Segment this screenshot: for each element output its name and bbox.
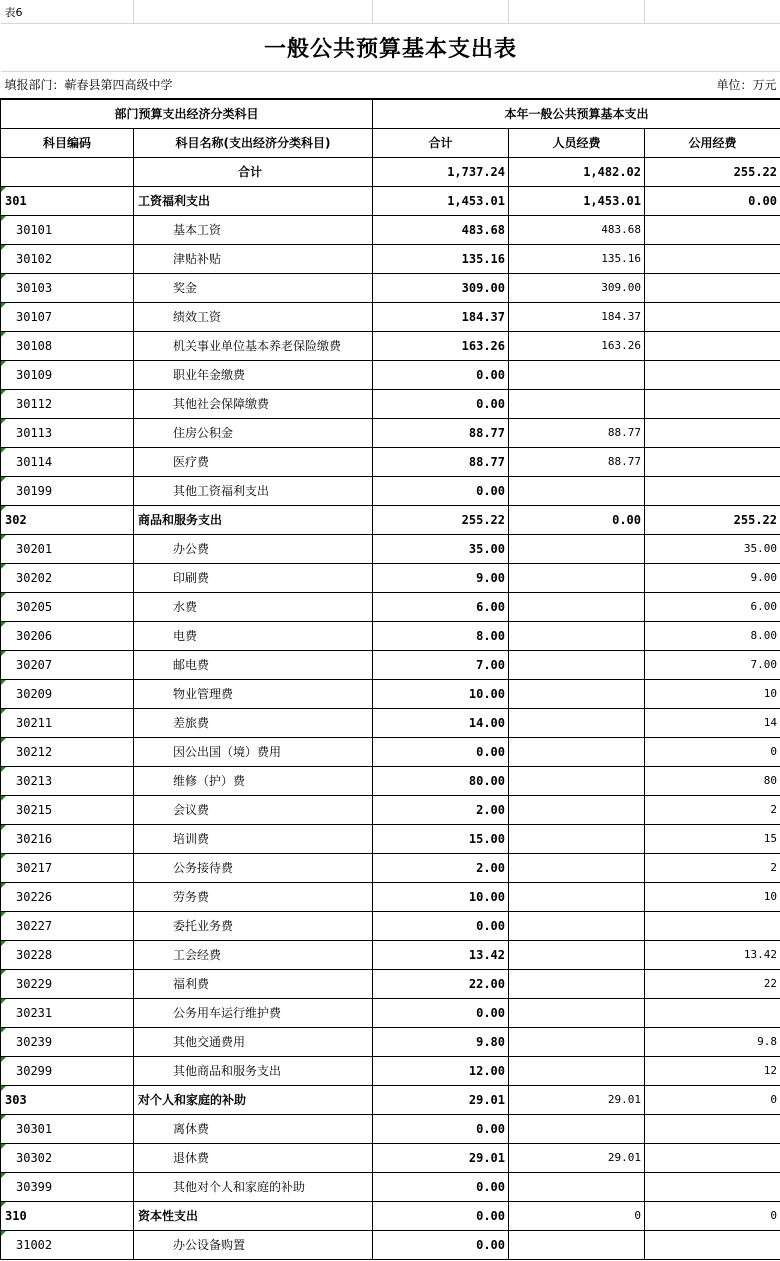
cell-personnel[interactable]: 163.26	[509, 331, 645, 360]
table-row	[1, 766, 780, 795]
cell-total[interactable]: 29.01	[373, 1143, 509, 1172]
table-row	[1, 447, 780, 476]
table-row	[1, 186, 780, 215]
cell-public[interactable]: 2	[645, 853, 780, 882]
cell-code[interactable]: 30302	[1, 1143, 134, 1172]
cell-public[interactable]	[645, 1230, 780, 1259]
header-total[interactable]: 合计	[373, 128, 509, 157]
cell-public[interactable]: 9.00	[645, 563, 780, 592]
cell-code[interactable]: 30211	[1, 708, 134, 737]
table-row	[1, 592, 780, 621]
cell-code[interactable]: 30215	[1, 795, 134, 824]
cell-name[interactable]: 差旅费	[134, 708, 373, 737]
cell-name[interactable]: 合计	[134, 157, 373, 186]
cell-total[interactable]: 13.42	[373, 940, 509, 969]
table-row	[1, 911, 780, 940]
cell-name[interactable]: 公务用车运行维护费	[134, 998, 373, 1027]
cell-name[interactable]: 基本工资	[134, 215, 373, 244]
sheet-tag[interactable]: 表6	[1, 0, 134, 23]
cell-total[interactable]: 9.00	[373, 563, 509, 592]
cell-total[interactable]: 8.00	[373, 621, 509, 650]
table-row	[1, 1230, 780, 1259]
header-group-right[interactable]: 本年一般公共预算基本支出	[373, 99, 780, 128]
cell-public[interactable]	[645, 1172, 780, 1201]
cell-name[interactable]: 资本性支出	[134, 1201, 373, 1230]
unit-label[interactable]: 单位：万元	[645, 71, 780, 99]
cell-total[interactable]: 12.00	[373, 1056, 509, 1085]
cell-personnel[interactable]: 483.68	[509, 215, 645, 244]
cell-personnel[interactable]: 309.00	[509, 273, 645, 302]
empty-cell[interactable]	[373, 0, 509, 23]
cell-personnel[interactable]	[509, 621, 645, 650]
cell-code[interactable]: 30213	[1, 766, 134, 795]
page-title[interactable]: 一般公共预算基本支出表	[1, 23, 780, 71]
cell-code[interactable]: 30207	[1, 650, 134, 679]
table-row	[1, 824, 780, 853]
cell-name[interactable]: 医疗费	[134, 447, 373, 476]
cell-code[interactable]: 30107	[1, 302, 134, 331]
cell-name[interactable]: 工会经费	[134, 940, 373, 969]
cell-public[interactable]	[645, 302, 780, 331]
table-row	[1, 1056, 780, 1085]
cell-public[interactable]: 10	[645, 882, 780, 911]
title-row	[1, 23, 780, 71]
cell-code[interactable]: 30109	[1, 360, 134, 389]
cell-name[interactable]: 其他社会保障缴费	[134, 389, 373, 418]
cell-personnel[interactable]	[509, 563, 645, 592]
cell-name[interactable]: 办公设备购置	[134, 1230, 373, 1259]
cell-code[interactable]: 30239	[1, 1027, 134, 1056]
cell-code[interactable]: 30206	[1, 621, 134, 650]
cell-code[interactable]: 30112	[1, 389, 134, 418]
cell-public[interactable]	[645, 447, 780, 476]
table-body	[1, 157, 780, 1259]
table-row	[1, 1114, 780, 1143]
cell-name[interactable]: 退休费	[134, 1143, 373, 1172]
table-row	[1, 389, 780, 418]
cell-total[interactable]: 0.00	[373, 389, 509, 418]
cell-public[interactable]	[645, 215, 780, 244]
cell-public[interactable]: 255.22	[645, 157, 780, 186]
cell-public[interactable]	[645, 331, 780, 360]
table-row	[1, 853, 780, 882]
cell-public[interactable]: 14	[645, 708, 780, 737]
cell-public[interactable]: 6.00	[645, 592, 780, 621]
cell-code[interactable]: 30399	[1, 1172, 134, 1201]
cell-name[interactable]: 物业管理费	[134, 679, 373, 708]
cell-total[interactable]: 80.00	[373, 766, 509, 795]
cell-public[interactable]: 0.00	[645, 186, 780, 215]
table-row	[1, 882, 780, 911]
cell-code[interactable]: 301	[1, 186, 134, 215]
empty-cell[interactable]	[645, 0, 780, 23]
table-row	[1, 331, 780, 360]
cell-personnel[interactable]: 29.01	[509, 1143, 645, 1172]
dept-label[interactable]: 填报部门：蕲春县第四高级中学	[1, 71, 645, 99]
cell-total[interactable]: 0.00	[373, 911, 509, 940]
cell-public[interactable]	[645, 1114, 780, 1143]
cell-code[interactable]: 30217	[1, 853, 134, 882]
header-group-left[interactable]: 部门预算支出经济分类科目	[1, 99, 373, 128]
cell-public[interactable]: 0	[645, 1201, 780, 1230]
cell-public[interactable]	[645, 244, 780, 273]
cell-code[interactable]: 30228	[1, 940, 134, 969]
cell-public[interactable]	[645, 273, 780, 302]
cell-code[interactable]: 30301	[1, 1114, 134, 1143]
cell-public[interactable]: 10	[645, 679, 780, 708]
cell-personnel[interactable]	[509, 534, 645, 563]
cell-name[interactable]: 其他工资福利支出	[134, 476, 373, 505]
cell-personnel[interactable]	[509, 708, 645, 737]
cell-name[interactable]: 离休费	[134, 1114, 373, 1143]
cell-total[interactable]: 0.00	[373, 1230, 509, 1259]
cell-public[interactable]: 35.00	[645, 534, 780, 563]
cell-public[interactable]	[645, 389, 780, 418]
cell-code[interactable]: 303	[1, 1085, 134, 1114]
cell-code[interactable]: 310	[1, 1201, 134, 1230]
cell-name[interactable]: 其他商品和服务支出	[134, 1056, 373, 1085]
cell-code[interactable]: 30231	[1, 998, 134, 1027]
cell-total[interactable]: 22.00	[373, 969, 509, 998]
cell-personnel[interactable]: 135.16	[509, 244, 645, 273]
cell-total[interactable]: 14.00	[373, 708, 509, 737]
table-row	[1, 621, 780, 650]
table-row	[1, 476, 780, 505]
cell-public[interactable]: 8.00	[645, 621, 780, 650]
cell-personnel[interactable]	[509, 1172, 645, 1201]
cell-name[interactable]: 邮电费	[134, 650, 373, 679]
table-row	[1, 1172, 780, 1201]
cell-code[interactable]: 30199	[1, 476, 134, 505]
cell-total[interactable]: 10.00	[373, 882, 509, 911]
cell-total[interactable]: 7.00	[373, 650, 509, 679]
cell-personnel[interactable]	[509, 360, 645, 389]
cell-personnel[interactable]: 88.77	[509, 447, 645, 476]
table-row	[1, 273, 780, 302]
cell-total[interactable]: 0.00	[373, 476, 509, 505]
table-row	[1, 650, 780, 679]
table-row	[1, 795, 780, 824]
table-row	[1, 418, 780, 447]
cell-personnel[interactable]	[509, 969, 645, 998]
table-row	[1, 215, 780, 244]
cell-name[interactable]: 奖金	[134, 273, 373, 302]
cell-total[interactable]: 9.80	[373, 1027, 509, 1056]
cell-personnel[interactable]	[509, 476, 645, 505]
cell-personnel[interactable]	[509, 1230, 645, 1259]
table-row	[1, 534, 780, 563]
cell-personnel[interactable]: 1,482.02	[509, 157, 645, 186]
header-personnel[interactable]: 人员经费	[509, 128, 645, 157]
cell-public[interactable]	[645, 418, 780, 447]
cell-code[interactable]: 30103	[1, 273, 134, 302]
cell-personnel[interactable]	[509, 940, 645, 969]
table-row	[1, 708, 780, 737]
cell-name[interactable]: 水费	[134, 592, 373, 621]
cell-code[interactable]: 30226	[1, 882, 134, 911]
cell-total[interactable]: 309.00	[373, 273, 509, 302]
cell-total[interactable]: 29.01	[373, 1085, 509, 1114]
cell-total[interactable]: 483.68	[373, 215, 509, 244]
cell-name[interactable]: 印刷费	[134, 563, 373, 592]
cell-personnel[interactable]: 0.00	[509, 505, 645, 534]
cell-public[interactable]	[645, 476, 780, 505]
cell-name[interactable]: 对个人和家庭的补助	[134, 1085, 373, 1114]
cell-code[interactable]: 30205	[1, 592, 134, 621]
cell-name[interactable]: 住房公积金	[134, 418, 373, 447]
cell-personnel[interactable]	[509, 737, 645, 766]
cell-total[interactable]: 0.00	[373, 998, 509, 1027]
cell-total[interactable]: 88.77	[373, 447, 509, 476]
cell-name[interactable]: 职业年金缴费	[134, 360, 373, 389]
cell-code[interactable]: 30299	[1, 1056, 134, 1085]
cell-public[interactable]	[645, 1143, 780, 1172]
cell-personnel[interactable]	[509, 795, 645, 824]
header-public[interactable]: 公用经费	[645, 128, 780, 157]
cell-total[interactable]: 2.00	[373, 795, 509, 824]
cell-name[interactable]: 其他交通费用	[134, 1027, 373, 1056]
cell-total[interactable]: 0.00	[373, 737, 509, 766]
cell-personnel[interactable]	[509, 1027, 645, 1056]
cell-name[interactable]: 办公费	[134, 534, 373, 563]
cell-total[interactable]: 0.00	[373, 360, 509, 389]
cell-code[interactable]: 30229	[1, 969, 134, 998]
column-header-row	[1, 128, 780, 157]
cell-personnel[interactable]	[509, 766, 645, 795]
cell-name[interactable]: 福利费	[134, 969, 373, 998]
table-row	[1, 1027, 780, 1056]
table-row	[1, 563, 780, 592]
table-row	[1, 679, 780, 708]
cell-code[interactable]: 30212	[1, 737, 134, 766]
cell-code[interactable]: 30209	[1, 679, 134, 708]
cell-name[interactable]: 会议费	[134, 795, 373, 824]
cell-public[interactable]: 7.00	[645, 650, 780, 679]
cell-name[interactable]: 机关事业单位基本养老保险缴费	[134, 331, 373, 360]
cell-personnel[interactable]: 184.37	[509, 302, 645, 331]
cell-name[interactable]: 商品和服务支出	[134, 505, 373, 534]
cell-personnel[interactable]	[509, 853, 645, 882]
cell-total[interactable]: 184.37	[373, 302, 509, 331]
cell-public[interactable]: 13.42	[645, 940, 780, 969]
cell-name[interactable]: 津贴补贴	[134, 244, 373, 273]
cell-personnel[interactable]: 88.77	[509, 418, 645, 447]
cell-code[interactable]: 30101	[1, 215, 134, 244]
cell-code[interactable]: 30227	[1, 911, 134, 940]
cell-public[interactable]: 0	[645, 737, 780, 766]
cell-name[interactable]: 绩效工资	[134, 302, 373, 331]
cell-public[interactable]: 9.8	[645, 1027, 780, 1056]
table-row	[1, 505, 780, 534]
table-row	[1, 940, 780, 969]
cell-name[interactable]: 其他对个人和家庭的补助	[134, 1172, 373, 1201]
table-row	[1, 1143, 780, 1172]
cell-personnel[interactable]	[509, 1114, 645, 1143]
cell-total[interactable]: 2.00	[373, 853, 509, 882]
cell-personnel[interactable]: 1,453.01	[509, 186, 645, 215]
table-row	[1, 1085, 780, 1114]
table-row	[1, 1201, 780, 1230]
cell-name[interactable]: 公务接待费	[134, 853, 373, 882]
table-row	[1, 998, 780, 1027]
cell-name[interactable]: 培训费	[134, 824, 373, 853]
cell-total[interactable]: 35.00	[373, 534, 509, 563]
cell-code[interactable]: 30108	[1, 331, 134, 360]
cell-total[interactable]: 0.00	[373, 1201, 509, 1230]
cell-name[interactable]: 工资福利支出	[134, 186, 373, 215]
cell-total[interactable]: 0.00	[373, 1172, 509, 1201]
cell-code[interactable]: 30102	[1, 244, 134, 273]
cell-total[interactable]: 135.16	[373, 244, 509, 273]
cell-total[interactable]: 163.26	[373, 331, 509, 360]
table-row	[1, 969, 780, 998]
empty-cell[interactable]	[134, 0, 373, 23]
cell-public[interactable]: 12	[645, 1056, 780, 1085]
cell-code[interactable]: 30201	[1, 534, 134, 563]
cell-code[interactable]: 31002	[1, 1230, 134, 1259]
table-row	[1, 244, 780, 273]
table-row	[1, 360, 780, 389]
cell-code[interactable]: 30114	[1, 447, 134, 476]
cell-total[interactable]: 0.00	[373, 1114, 509, 1143]
group-header-row	[1, 99, 780, 128]
cell-total[interactable]: 6.00	[373, 592, 509, 621]
table-row	[1, 302, 780, 331]
cell-personnel[interactable]	[509, 592, 645, 621]
cell-personnel[interactable]: 29.01	[509, 1085, 645, 1114]
cell-personnel[interactable]	[509, 679, 645, 708]
cell-code[interactable]: 302	[1, 505, 134, 534]
cell-public[interactable]	[645, 911, 780, 940]
sheet-tag-row	[1, 0, 780, 23]
cell-public[interactable]: 0	[645, 1085, 780, 1114]
cell-code[interactable]: 30113	[1, 418, 134, 447]
cell-public[interactable]: 255.22	[645, 505, 780, 534]
meta-row	[1, 71, 780, 99]
cell-personnel[interactable]	[509, 824, 645, 853]
cell-public[interactable]: 2	[645, 795, 780, 824]
cell-public[interactable]: 15	[645, 824, 780, 853]
cell-total[interactable]: 10.00	[373, 679, 509, 708]
cell-personnel[interactable]	[509, 998, 645, 1027]
cell-total[interactable]: 15.00	[373, 824, 509, 853]
cell-personnel[interactable]	[509, 1056, 645, 1085]
cell-code[interactable]: 30202	[1, 563, 134, 592]
empty-cell[interactable]	[509, 0, 645, 23]
cell-total[interactable]: 1,453.01	[373, 186, 509, 215]
cell-public[interactable]	[645, 998, 780, 1027]
table-row	[1, 737, 780, 766]
cell-code[interactable]	[1, 157, 134, 186]
cell-personnel[interactable]	[509, 882, 645, 911]
cell-name[interactable]: 劳务费	[134, 882, 373, 911]
header-code[interactable]: 科目编码	[1, 128, 134, 157]
cell-total[interactable]: 255.22	[373, 505, 509, 534]
cell-name[interactable]: 电费	[134, 621, 373, 650]
cell-personnel[interactable]: 0	[509, 1201, 645, 1230]
cell-public[interactable]: 80	[645, 766, 780, 795]
cell-name[interactable]: 维修（护）费	[134, 766, 373, 795]
cell-code[interactable]: 30216	[1, 824, 134, 853]
cell-name[interactable]: 因公出国（境）费用	[134, 737, 373, 766]
cell-total[interactable]: 88.77	[373, 418, 509, 447]
cell-total[interactable]: 1,737.24	[373, 157, 509, 186]
cell-public[interactable]: 22	[645, 969, 780, 998]
cell-name[interactable]: 委托业务费	[134, 911, 373, 940]
cell-personnel[interactable]	[509, 389, 645, 418]
header-name[interactable]: 科目名称(支出经济分类科目)	[134, 128, 373, 157]
cell-personnel[interactable]	[509, 650, 645, 679]
cell-personnel[interactable]	[509, 911, 645, 940]
table-row	[1, 157, 780, 186]
cell-public[interactable]	[645, 360, 780, 389]
